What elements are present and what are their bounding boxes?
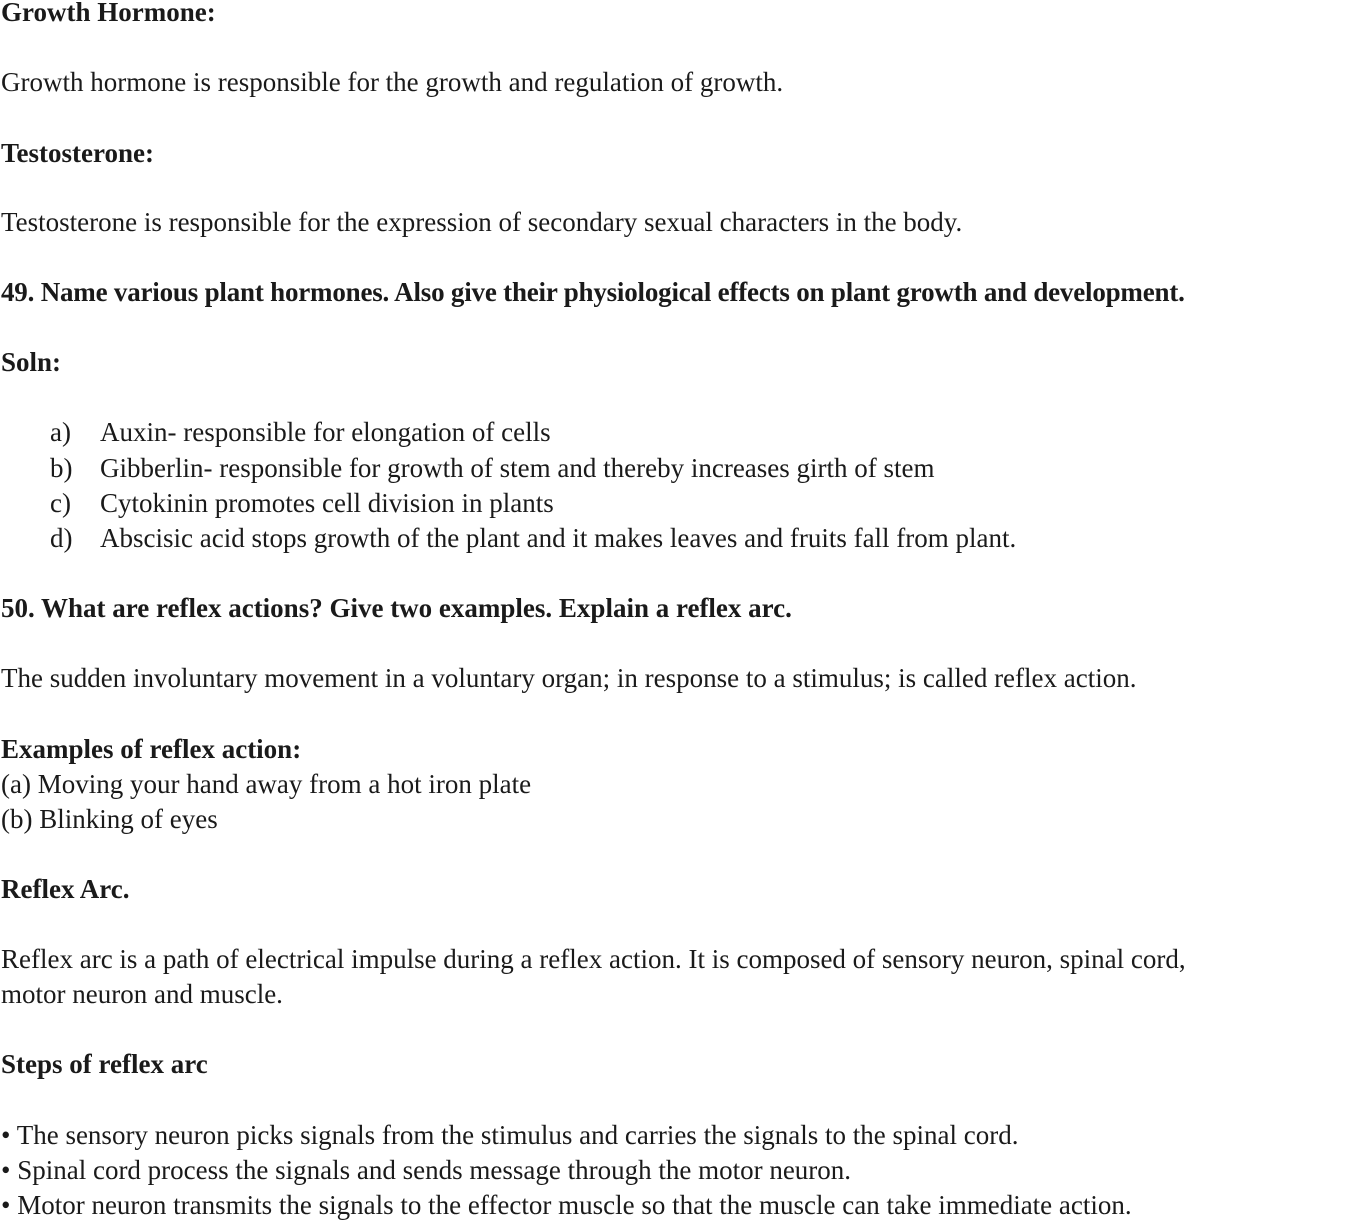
testosterone-text: Testosterone is responsible for the expression of secondary sexual characters in the body.	[1, 207, 963, 237]
growth-hormone-heading: Growth Hormone:	[1, 0, 216, 27]
reflex-definition: The sudden involuntary movement in a voluntary organ; in response to a stimulus; is called reflex action.	[1, 663, 1137, 693]
question-50: 50. What are reflex actions? Give two examples. Explain a reflex arc.	[1, 593, 792, 623]
question-49: 49. Name various plant hormones. Also give their physiological effects on plant growth and development.	[1, 277, 1185, 307]
step-item: • Spinal cord process the signals and sends message through the motor neuron.	[1, 1155, 852, 1185]
example-item: (b) Blinking of eyes	[1, 804, 218, 834]
list-marker: b)	[50, 453, 73, 483]
step-item: • Motor neuron transmits the signals to the effector muscle so that the muscle can take immediate action.	[1, 1190, 1132, 1220]
example-item: (a) Moving your hand away from a hot iron plate	[1, 769, 532, 799]
list-text: Abscisic acid stops growth of the plant and it makes leaves and fruits fall from plant.	[100, 523, 1017, 553]
list-marker: a)	[50, 417, 71, 447]
list-item	[50, 417, 551, 447]
list-item	[50, 453, 935, 483]
list-text: Cytokinin promotes cell division in plants	[100, 488, 554, 518]
soln-label: Soln:	[1, 347, 62, 377]
growth-hormone-text: Growth hormone is responsible for the growth and regulation of growth.	[1, 67, 784, 97]
steps-heading: Steps of reflex arc	[1, 1049, 208, 1079]
step-item: • The sensory neuron picks signals from the stimulus and carries the signals to the spinal cord.	[1, 1120, 1019, 1150]
reflex-arc-text: motor neuron and muscle.	[1, 979, 283, 1009]
list-text: Auxin- responsible for elongation of cells	[100, 417, 551, 447]
list-text: Gibberlin- responsible for growth of stem and thereby increases girth of stem	[100, 453, 935, 483]
reflex-arc-text: Reflex arc is a path of electrical impulse during a reflex action. It is composed of sensory neuron, spinal cord,	[1, 944, 1186, 974]
testosterone-heading: Testosterone:	[1, 138, 154, 168]
list-marker: c)	[50, 488, 71, 518]
list-item	[50, 523, 1016, 553]
list-marker: d)	[50, 523, 73, 553]
list-item	[50, 488, 554, 518]
examples-heading: Examples of reflex action:	[1, 734, 302, 764]
reflex-arc-heading: Reflex Arc.	[1, 874, 130, 904]
